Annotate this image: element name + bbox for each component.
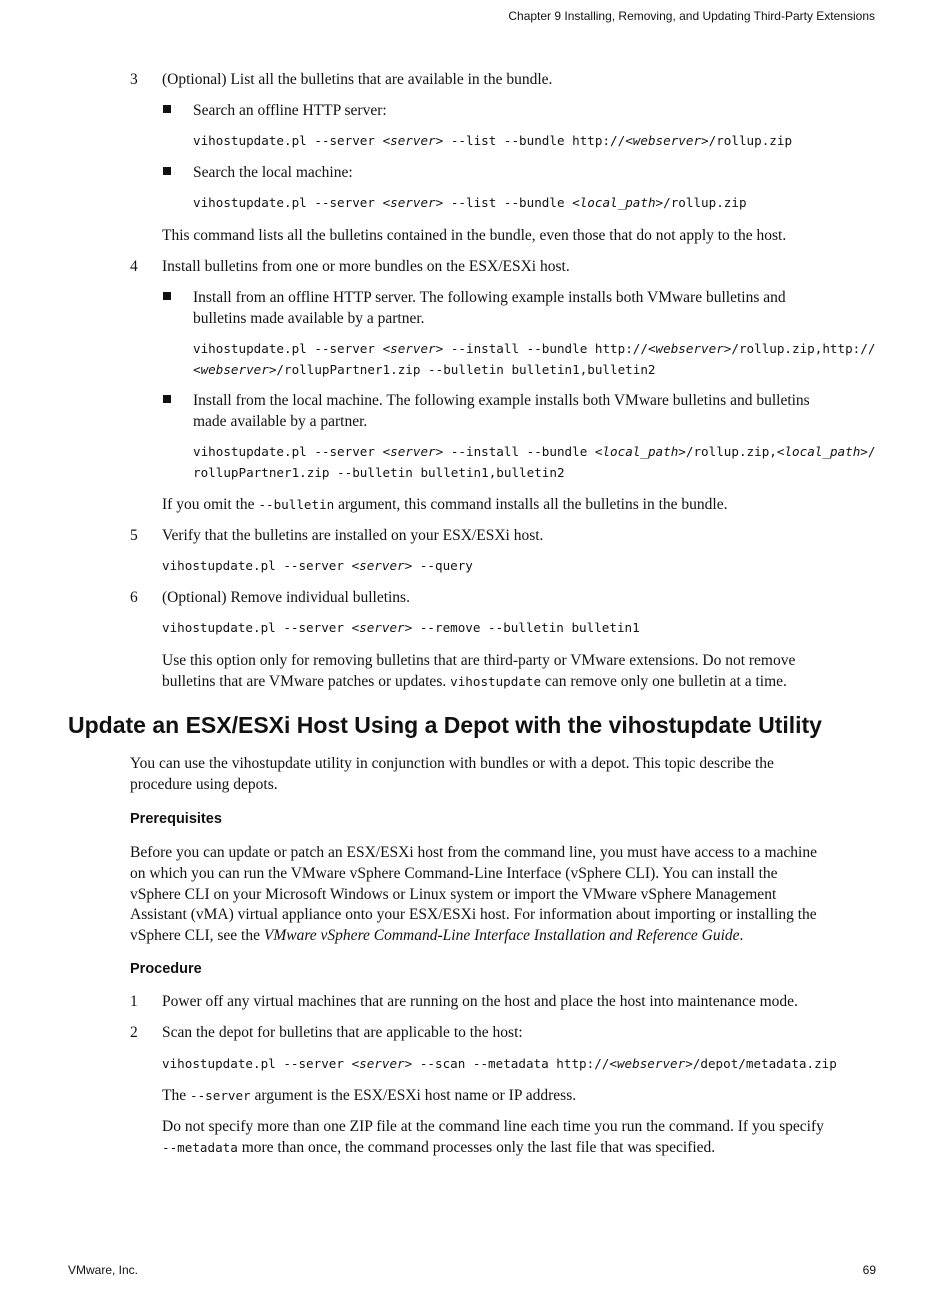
intro-text: You can use the vihostupdate utility in conjunction with bundles or with a depot. This topic describe the [130, 755, 774, 772]
guide-title: VMware vSphere Command-Line Interface Installation and Reference Guide [263, 927, 740, 944]
code-line: vihostupdate.pl --server <server> --list --bundle http://<webserver>/rollup.zip [193, 133, 793, 148]
page-number: 69 [862, 1263, 876, 1277]
step-number: 4 [130, 258, 138, 275]
step-text: (Optional) List all the bulletins that are available in the bundle. [162, 71, 553, 88]
bullet-icon [163, 105, 171, 113]
bullet-icon [163, 395, 171, 403]
step-text: Verify that the bulletins are installed on your ESX/ESXi host. [162, 527, 544, 544]
prereq-text: Before you can update or patch an ESX/ESXi host from the command line, you must have access to a machine [130, 844, 817, 861]
code-line: vihostupdate.pl --server <server> --scan --metadata http://<webserver>/depot/metadata.zip [162, 1056, 837, 1071]
step-number: 6 [130, 589, 138, 606]
step-text: Power off any virtual machines that are running on the host and place the host into maintenance mode. [162, 993, 798, 1010]
bullet-text: made available by a partner. [193, 413, 368, 430]
code-line: vihostupdate.pl --server <server> --query [162, 558, 473, 573]
step-number: 3 [130, 71, 138, 88]
prereq-text: Assistant (vMA) virtual appliance onto your ESX/ESXi host. For information about importing or installing the [130, 906, 817, 923]
step-note: Use this option only for removing bulletins that are third-party or VMware extensions. Do not remove [162, 652, 796, 669]
step-number: 1 [130, 993, 138, 1010]
step-note: This command lists all the bulletins contained in the bundle, even those that do not apply to the host. [162, 227, 787, 244]
step-number: 2 [130, 1024, 138, 1041]
step-note: bulletins that are VMware patches or updates. vihostupdate can remove only one bulletin at a time. [162, 673, 787, 690]
step-number: 5 [130, 527, 138, 544]
step-text: (Optional) Remove individual bulletins. [162, 589, 410, 606]
bullet-text: Search an offline HTTP server: [193, 102, 387, 119]
intro-text: procedure using depots. [130, 776, 278, 793]
prereq-text: vSphere CLI on your Microsoft Windows or Linux system or import the VMware vSphere Management [130, 886, 777, 903]
footer-company: VMware, Inc. [68, 1263, 139, 1277]
step-note: --metadata more than once, the command processes only the last file that was specified. [162, 1139, 716, 1156]
prereq-text: on which you can run the VMware vSphere Command-Line Interface (vSphere CLI). You can install the [130, 865, 778, 882]
code-line: vihostupdate.pl --server <server> --install --bundle <local_path>/rollup.zip,<local_path>/ [193, 444, 876, 459]
step-text: Scan the depot for bulletins that are applicable to the host: [162, 1024, 523, 1041]
code-line: vihostupdate.pl --server <server> --install --bundle http://<webserver>/rollup.zip,http:// [193, 341, 876, 356]
running-header: Chapter 9 Installing, Removing, and Updating Third-Party Extensions [508, 9, 875, 23]
step-note: If you omit the --bulletin argument, this command installs all the bulletins in the bundle. [162, 496, 728, 513]
bullet-text: Install from an offline HTTP server. The following example installs both VMware bulletins and [193, 289, 786, 306]
step-note: The --server argument is the ESX/ESXi host name or IP address. [162, 1087, 577, 1104]
section-title: Update an ESX/ESXi Host Using a Depot with the vihostupdate Utility [68, 712, 822, 738]
code-line: <webserver>/rollupPartner1.zip --bulletin bulletin1,bulletin2 [193, 362, 656, 377]
step-text: Install bulletins from one or more bundles on the ESX/ESXi host. [162, 258, 570, 275]
bullet-icon [163, 292, 171, 300]
bullet-text: Install from the local machine. The following example installs both VMware bulletins and bulletins [193, 392, 810, 409]
code-line: vihostupdate.pl --server <server> --list --bundle <local_path>/rollup.zip [193, 195, 747, 210]
code-line: rollupPartner1.zip --bulletin bulletin1,bulletin2 [193, 465, 565, 480]
bullet-text: bulletins made available by a partner. [193, 310, 425, 327]
code-line: vihostupdate.pl --server <server> --remove --bulletin bulletin1 [162, 620, 640, 635]
bullet-icon [163, 167, 171, 175]
prereq-text: vSphere CLI, see the VMware vSphere Command-Line Interface Installation and Reference Guide. [130, 927, 744, 944]
procedure-heading: Procedure [130, 961, 202, 977]
prerequisites-heading: Prerequisites [130, 811, 222, 827]
bullet-text: Search the local machine: [193, 164, 353, 181]
step-note: Do not specify more than one ZIP file at the command line each time you run the command. If you specify [162, 1118, 824, 1135]
